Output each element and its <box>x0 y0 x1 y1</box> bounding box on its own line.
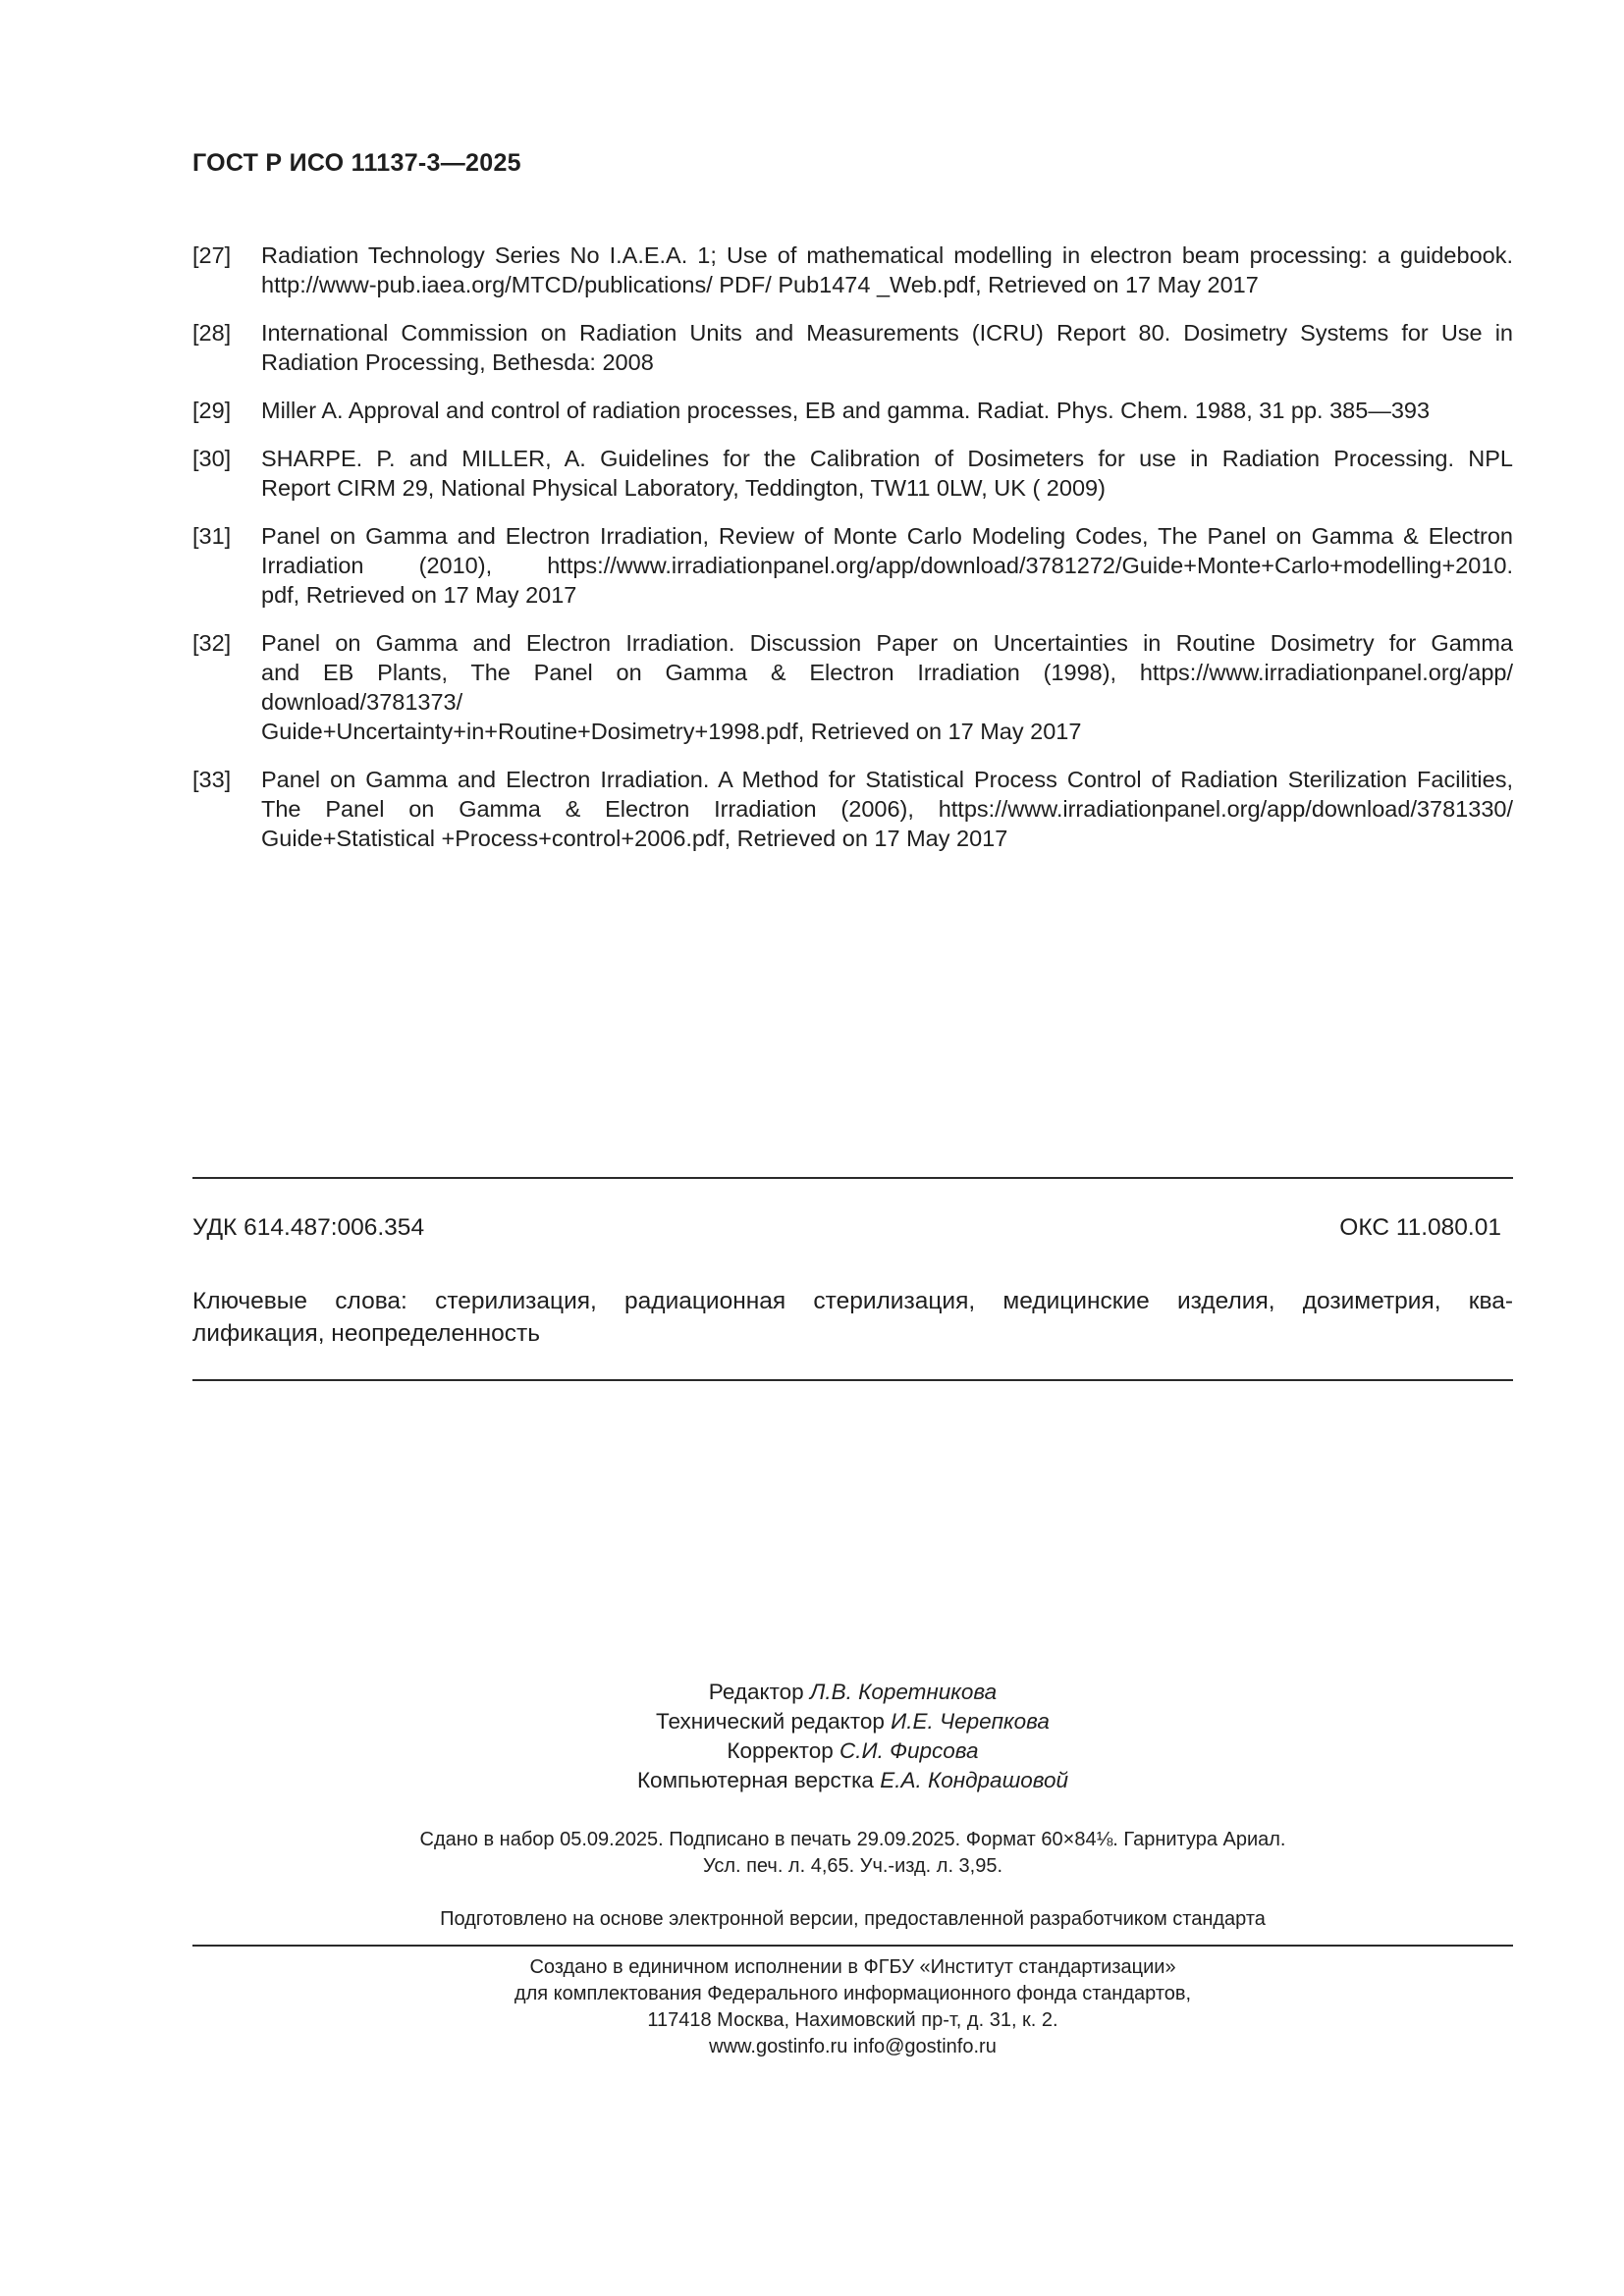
reference-line: The Panel on Gamma & Electron Irradiation (2006), https://www.irradiationpanel.org/app/download/3781330/ <box>261 796 1513 822</box>
reference-item <box>192 521 1513 610</box>
reference-number: [30] <box>192 446 232 471</box>
reference-line: and EB Plants, The Panel on Gamma & Electron Irradiation (1998), https://www.irradiationpanel.org/app/ <box>261 660 1513 685</box>
reference-text <box>261 444 1513 503</box>
reference-line: Irradiation (2010), https://www.irradiationpanel.org/app/download/3781272/Guide+Monte+Carlo+modelling+2010. <box>261 553 1513 578</box>
imprint-line: Усл. печ. л. 4,65. Уч.-изд. л. 3,95. <box>702 1855 1003 1877</box>
credit-corrector: Корректор С.И. Фирсова <box>727 1738 979 1763</box>
reference-line: International Commission on Radiation Units and Measurements (ICRU) Report 80. Dosimetry Systems for Use in <box>261 320 1513 346</box>
keywords <box>192 1285 1513 1350</box>
credit-editor: Редактор Л.В. Коретникова <box>708 1680 998 1704</box>
reference-line: http://www-pub.iaea.org/MTCD/publications/ PDF/ Pub1474 _Web.pdf, Retrieved on 17 May 2017 <box>261 272 1259 297</box>
reference-number: [27] <box>192 242 232 268</box>
reference-text <box>261 765 1513 853</box>
credit-layout: Компьютерная верстка Е.А. Кондрашовой <box>636 1768 1069 1792</box>
reference-text <box>261 521 1513 610</box>
reference-text <box>261 396 1513 425</box>
reference-number: [33] <box>192 767 232 792</box>
divider-bottom <box>192 1945 1513 1947</box>
udk-code: УДК 614.487:006.354 <box>192 1214 425 1241</box>
imprint-line: для комплектования Федерального информационного фонда стандартов, <box>514 1983 1192 2004</box>
credit-tech-editor: Технический редактор И.Е. Черепкова <box>656 1709 1050 1734</box>
reference-item <box>192 444 1513 503</box>
imprint-line: Сдано в набор 05.09.2025. Подписано в печать 29.09.2025. Формат 60×84⅛. Гарнитура Ариал. <box>419 1829 1286 1850</box>
reference-item <box>192 396 1513 425</box>
reference-line: Panel on Gamma and Electron Irradiation. A Method for Statistical Process Control of Radiation Sterilization Facilities, <box>261 767 1513 792</box>
imprint-print-info <box>192 1827 1513 1880</box>
imprint-line: www.gostinfo.ru info@gostinfo.ru <box>709 2036 997 2057</box>
imprint-publisher <box>192 1954 1513 2060</box>
credits-block <box>192 1678 1513 1795</box>
reference-item <box>192 628 1513 746</box>
reference-line: Radiation Processing, Bethesda: 2008 <box>261 349 654 375</box>
reference-item <box>192 240 1513 299</box>
reference-line: Guide+Statistical +Process+control+2006.pdf, Retrieved on 17 May 2017 <box>261 826 1008 851</box>
reference-line: download/3781373/ <box>261 689 463 715</box>
keywords-line: Ключевые слова: стерилизация, радиационная стерилизация, медицинские изделия, дозиметрия, ква- <box>192 1288 1513 1314</box>
reference-text <box>261 240 1513 299</box>
reference-text <box>261 628 1513 746</box>
reference-line: Panel on Gamma and Electron Irradiation, Review of Monte Carlo Modeling Codes, The Panel on Gamma & Electron <box>261 523 1513 549</box>
divider-keywords <box>192 1379 1513 1381</box>
oks-code: ОКС 11.080.01 <box>1339 1214 1501 1241</box>
reference-text <box>261 318 1513 377</box>
bibliography-list <box>192 240 1513 872</box>
reference-line: Radiation Technology Series No I.A.E.A. 1; Use of mathematical modelling in electron beam processing: a guidebook. <box>261 242 1513 268</box>
reference-line: Guide+Uncertainty+in+Routine+Dosimetry+1998.pdf, Retrieved on 17 May 2017 <box>261 719 1082 744</box>
keywords-line: лификация, неопределенность <box>192 1320 541 1347</box>
reference-line: SHARPE. P. and MILLER, A. Guidelines for the Calibration of Dosimeters for use in Radiation Processing. NPL <box>261 446 1513 471</box>
reference-number: [28] <box>192 320 232 346</box>
reference-number: [29] <box>192 398 232 423</box>
reference-number: [31] <box>192 523 232 549</box>
reference-line: Miller A. Approval and control of radiation processes, EB and gamma. Radiat. Phys. Chem. 1988, 31 pp. 385—393 <box>261 398 1431 423</box>
reference-line: pdf, Retrieved on 17 May 2017 <box>261 582 577 608</box>
imprint-line: Создано в единичном исполнении в ФГБУ «Институт стандартизации» <box>529 1956 1176 1978</box>
reference-number: [32] <box>192 630 232 656</box>
imprint-line: 117418 Москва, Нахимовский пр-т, д. 31, к. 2. <box>647 2009 1058 2031</box>
reference-line: Panel on Gamma and Electron Irradiation. Discussion Paper on Uncertainties in Routine Dosimetry for Gamma <box>261 630 1513 656</box>
divider-top <box>192 1177 1513 1179</box>
reference-line: Report CIRM 29, National Physical Laboratory, Teddington, TW11 0LW, UK ( 2009) <box>261 475 1106 501</box>
imprint-prepared: Подготовлено на основе электронной версии, предоставленной разработчиком стандарта <box>440 1908 1266 1930</box>
document-header: ГОСТ Р ИСО 11137-3—2025 <box>192 149 521 177</box>
reference-item <box>192 765 1513 853</box>
reference-item <box>192 318 1513 377</box>
